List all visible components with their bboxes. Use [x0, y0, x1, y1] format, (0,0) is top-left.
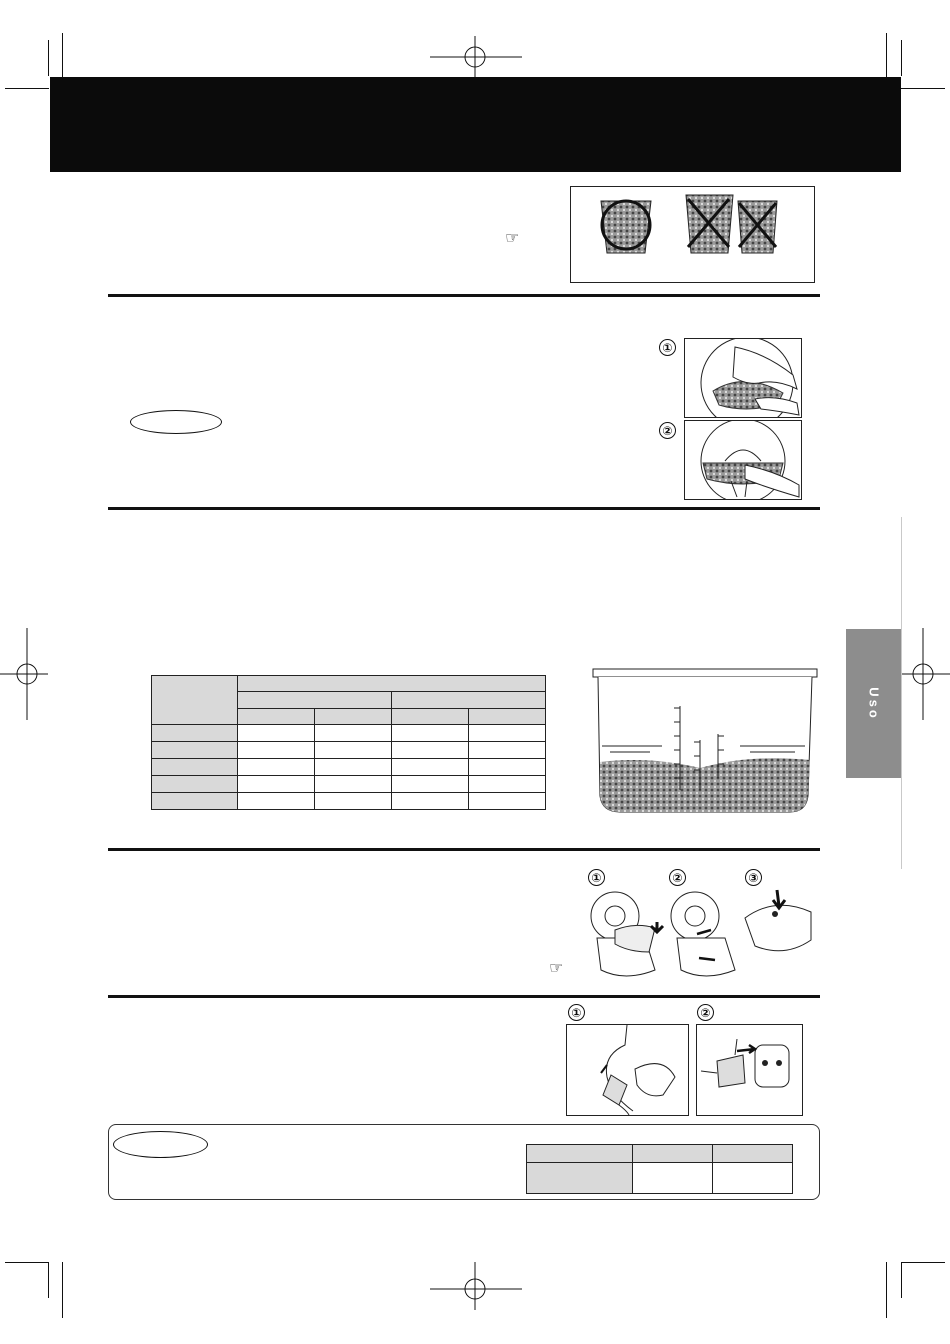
table-header-cell — [392, 692, 546, 709]
step-number-1-icon: ① — [568, 1004, 585, 1021]
table-row — [152, 725, 546, 742]
step-number-1-icon: ① — [659, 339, 676, 356]
section-divider — [108, 507, 820, 510]
measuring-cup-illustration — [570, 186, 815, 283]
side-tab — [846, 629, 901, 778]
crop-mark — [48, 40, 49, 76]
section-divider — [108, 294, 820, 297]
table-header-cell — [315, 709, 392, 725]
plug-into-cooker-illustration — [566, 1024, 689, 1116]
table-row — [152, 742, 546, 759]
placing-pot-illustration — [585, 886, 823, 982]
table-header-cell — [469, 709, 546, 725]
pointer-icon: ☞ — [549, 958, 564, 977]
registration-target-icon — [902, 628, 950, 720]
step-number-2-icon: ② — [669, 869, 686, 886]
table-row — [152, 759, 546, 776]
plug-into-outlet-illustration — [696, 1024, 803, 1116]
crop-mark — [5, 1262, 49, 1263]
step-number-2-icon: ② — [697, 1004, 714, 1021]
note-table — [526, 1144, 793, 1194]
section-divider — [108, 848, 820, 851]
table-row — [152, 776, 546, 793]
section-divider — [108, 995, 820, 998]
water-level-table — [151, 675, 546, 810]
table-header-cell — [152, 676, 238, 725]
step-number-3-icon: ③ — [745, 869, 762, 886]
side-tab-guide-line — [901, 517, 902, 869]
table-header-cell — [527, 1145, 633, 1163]
crop-mark — [48, 1262, 49, 1298]
step-number-1-icon: ① — [588, 869, 605, 886]
inner-pot-water-level-illustration — [590, 668, 820, 818]
note-oval-label — [130, 410, 222, 434]
table-header-cell — [713, 1145, 793, 1163]
table-row — [527, 1163, 793, 1194]
registration-target-icon — [0, 628, 48, 720]
crop-mark — [901, 40, 902, 76]
header-bar — [50, 77, 901, 172]
step-number-2-icon: ② — [659, 422, 676, 439]
table-header-cell — [633, 1145, 713, 1163]
table-header-cell — [238, 692, 392, 709]
side-tab-label: Uso — [866, 686, 881, 721]
table-header-cell — [238, 709, 315, 725]
crop-mark — [901, 1262, 902, 1298]
table-row — [152, 793, 546, 810]
crop-mark — [5, 88, 49, 89]
pointer-icon: ☞ — [505, 228, 520, 247]
table-header-cell — [238, 676, 546, 692]
note-oval-label — [113, 1131, 208, 1158]
washing-rice-illustration-1 — [684, 338, 802, 418]
registration-target-icon — [430, 1262, 522, 1310]
washing-rice-illustration-2 — [684, 420, 802, 500]
crop-mark — [901, 1262, 945, 1263]
crop-mark — [901, 88, 945, 89]
table-header-cell — [392, 709, 469, 725]
crop-mark — [886, 1262, 887, 1318]
crop-mark — [62, 1262, 63, 1318]
